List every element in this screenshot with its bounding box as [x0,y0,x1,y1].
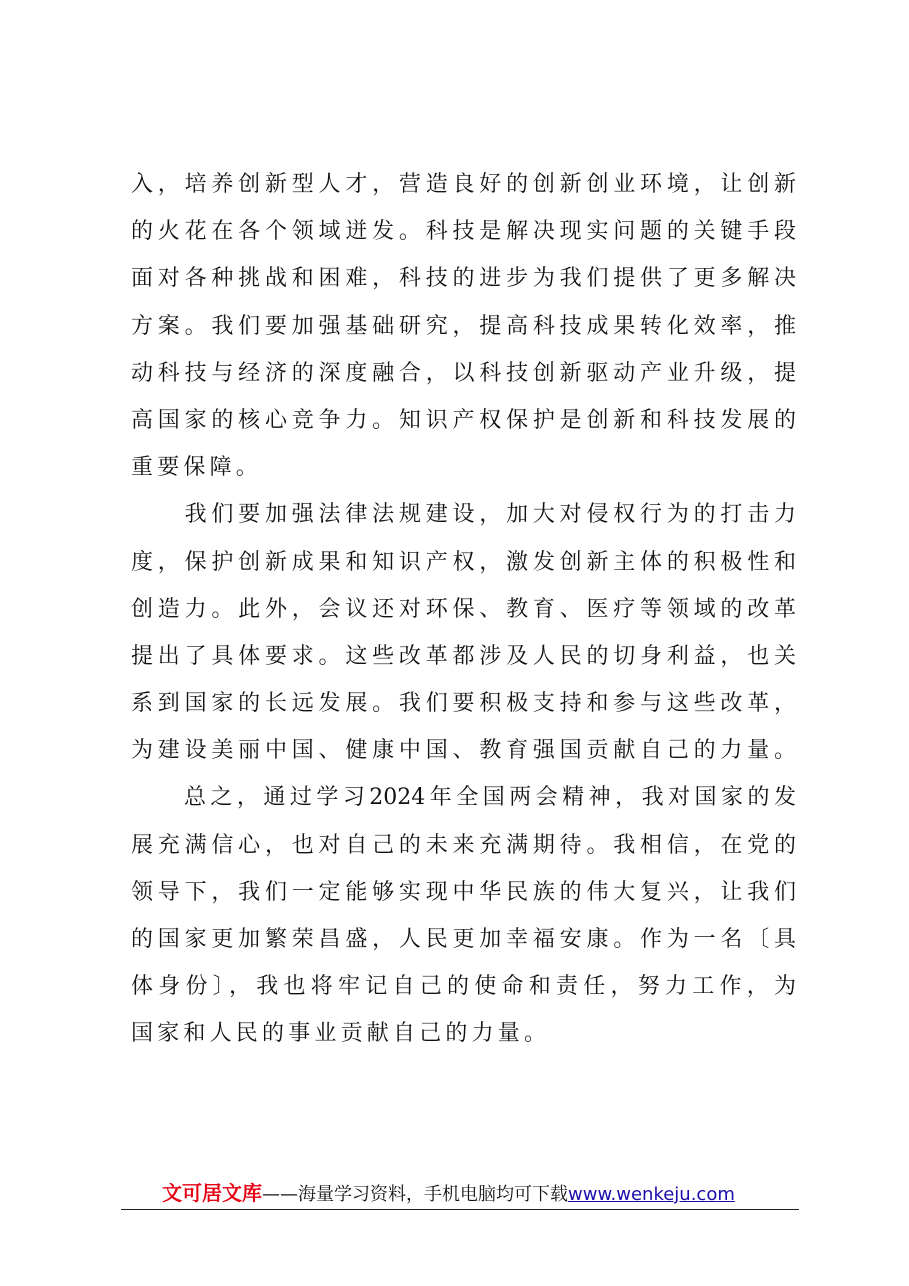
text-line: 创造力。此外，会议还对环保、教育、医疗等领域的改革 [131,596,796,622]
text-line: 的火花在各个领域迸发。科技是解决现实问题的关键手段 [131,219,796,245]
text-line: 高国家的核心竞争力。知识产权保护是创新和科技发展的 [131,407,796,433]
text-line: 我们要加强法律法规建设，加大对侵权行为的打击力 [131,502,796,528]
text-line: 体身份〕，我也将牢记自己的使命和责任，努力工作，为 [131,974,796,1000]
text-line: 提出了具体要求。这些改革都涉及人民的切身利益，也关 [131,643,796,669]
footer-divider [121,1209,799,1210]
text-line: 为建设美丽中国、健康中国、教育强国贡献自己的力量。 [131,738,796,764]
text-line: 度，保护创新成果和知识产权，激发创新主体的积极性和 [131,549,796,575]
document-body [131,161,796,1058]
page-footer [121,1175,799,1215]
text-line: 入，培养创新型人才，营造良好的创新创业环境，让创新 [131,172,796,197]
text-line: 的国家更加繁荣昌盛，人民更加幸福安康。作为一名〔具 [131,927,796,952]
text-line: 总之，通过学习2024年全国两会精神，我对国家的发 [131,785,796,811]
text-line: 动科技与经济的深度融合，以科技创新驱动产业升级，提 [131,360,796,386]
footer-slogan: ——海量学习资料，手机电脑均可下载 [262,1184,568,1205]
text-line: 展充满信心，也对自己的未来充满期待。我相信，在党的 [131,832,796,858]
brand-name: 文可居文库 [162,1181,262,1205]
text-line: 方案。我们要加强基础研究，提高科技成果转化效率，推 [131,313,796,339]
text-line: 领导下，我们一定能够实现中华民族的伟大复兴，让我们 [131,879,796,905]
text-line: 面对各种挑战和困难，科技的进步为我们提供了更多解决 [131,266,796,292]
website-link[interactable]: www.wenkeju.com [568,1184,735,1205]
text-line: 国家和人民的事业贡献自己的力量。 [131,1021,551,1047]
text-line: 系到国家的长远发展。我们要积极支持和参与这些改革， [131,691,796,717]
footer-banner [162,1181,735,1207]
text-line: 重要保障。 [131,455,263,481]
